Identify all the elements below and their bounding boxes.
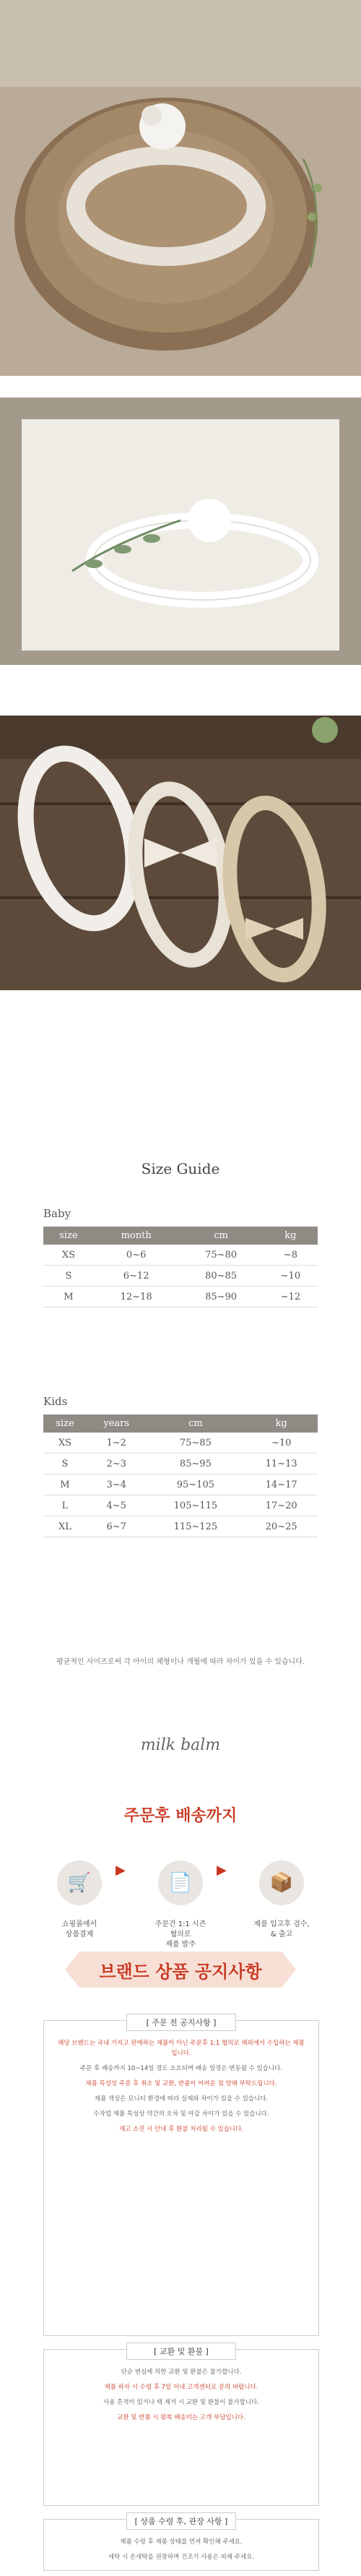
table-cell: S xyxy=(43,1266,94,1287)
table-cell: 1~2 xyxy=(87,1433,147,1454)
order-step-label: 주문건 1:1 시즌협의로 제품 발주 xyxy=(155,1920,206,1949)
kids-size-table xyxy=(43,1414,318,1537)
column-header: years xyxy=(87,1414,147,1433)
table-cell: ~10 xyxy=(264,1266,318,1287)
notice-line: 제품 특성상 주문 후 취소 및 교환, 반품이 어려운 점 양해 부탁드립니다. xyxy=(85,2080,277,2087)
cart-icon: 🛒 xyxy=(57,1860,102,1905)
table-cell: 12~18 xyxy=(94,1287,178,1308)
table-cell: ~8 xyxy=(264,1245,318,1266)
exchange-refund-box xyxy=(43,2349,319,2506)
table-cell: L xyxy=(43,1495,87,1516)
notice-line: 제품 수령 후 제품 상태를 먼저 확인해 주세요. xyxy=(120,2538,243,2546)
table-row xyxy=(43,1287,318,1308)
table-cell: XL xyxy=(43,1516,87,1537)
table-cell: 2~3 xyxy=(87,1454,147,1474)
table-row xyxy=(43,1266,318,1287)
table-cell: XS xyxy=(43,1433,87,1454)
column-header: cm xyxy=(146,1414,245,1433)
table-cell: S xyxy=(43,1454,87,1474)
product-photo-2-image xyxy=(0,398,361,665)
table-cell: 11~13 xyxy=(245,1454,318,1474)
after-receipt-header: [ 상품 수령 후, 관장 사항 ] xyxy=(126,2512,236,2530)
table-cell: 75~85 xyxy=(146,1433,245,1454)
order-step-3 xyxy=(253,1850,310,1950)
arrow-right-icon: ▶ xyxy=(217,1863,227,1878)
table-cell: 6~7 xyxy=(87,1516,147,1537)
column-header: size xyxy=(43,1227,94,1245)
table-row xyxy=(43,1516,318,1537)
brand-logo: milk balm xyxy=(140,1736,221,1754)
kids-section-label: Kids xyxy=(43,1395,68,1408)
table-cell: ~10 xyxy=(245,1433,318,1454)
product-photo-1-image xyxy=(0,0,361,376)
table-cell: 85~90 xyxy=(178,1287,263,1308)
banner-left-cut xyxy=(65,1952,79,1988)
table-cell: 20~25 xyxy=(245,1516,318,1537)
banner-right-cut xyxy=(282,1952,296,1988)
table-row xyxy=(43,1245,318,1266)
notice-line: 해당 브랜드는 국내 가지고 판매하는 제품이 아닌 주문후 1:1 협의로 해외에서 수입하는 제품입니다. xyxy=(58,2040,305,2057)
table-cell: 95~105 xyxy=(146,1474,245,1495)
table-header-row xyxy=(43,1414,318,1433)
table-cell: 0~6 xyxy=(94,1245,178,1266)
table-row xyxy=(43,1495,318,1516)
table-cell: 115~125 xyxy=(146,1516,245,1537)
box-icon: 📦 xyxy=(259,1860,304,1905)
table-row xyxy=(43,1454,318,1474)
column-header: size xyxy=(43,1414,87,1433)
notice-line: 수작업 제품 특성상 약간의 오차 및 마감 차이가 있을 수 있습니다. xyxy=(93,2111,269,2118)
table-cell: 3~4 xyxy=(87,1474,147,1495)
table-row xyxy=(43,1433,318,1454)
column-header: month xyxy=(94,1227,178,1245)
table-cell: 14~17 xyxy=(245,1474,318,1495)
column-header: cm xyxy=(178,1227,263,1245)
table-cell: XS xyxy=(43,1245,94,1266)
table-cell: M xyxy=(43,1474,87,1495)
notice-line: 세탁 시 손세탁을 권장하며 건조기 사용은 피해 주세요. xyxy=(108,2554,255,2561)
table-header-row xyxy=(43,1227,318,1245)
table-cell: 80~85 xyxy=(178,1266,263,1287)
pre-order-notice-lines xyxy=(44,2031,318,2147)
product-photo-3 xyxy=(0,716,361,990)
product-photo-1 xyxy=(0,0,361,376)
product-photo-3-image xyxy=(0,716,361,990)
exchange-refund-header: [ 교환 및 환불 ] xyxy=(126,2343,236,2360)
order-step-1 xyxy=(51,1850,108,1950)
notice-line: 사용 흔적이 있거나 택 제거 시 교환 및 환불이 불가합니다. xyxy=(103,2399,259,2406)
notice-line: 주문 후 배송까지 10~14일 정도 소요되며 배송 일정은 변동될 수 있습니다. xyxy=(79,2065,283,2072)
notice-line: 재고 소진 시 안내 후 환불 처리될 수 있습니다. xyxy=(118,2126,244,2133)
table-cell: ~12 xyxy=(264,1287,318,1308)
order-step-label: 제품 입고후 검수, & 출고 xyxy=(253,1920,310,1939)
table-cell: 17~20 xyxy=(245,1495,318,1516)
size-note: 평균적인 사이즈로써 각 아이의 체형이나 개월에 따라 차이가 있을 수 있습니다. xyxy=(56,1658,305,1666)
brand-notice-title: 브랜드 상품 공지사항 xyxy=(99,1961,262,1982)
table-cell: 6~12 xyxy=(94,1266,178,1287)
order-step-2 xyxy=(152,1850,209,1960)
document-icon: 📄 xyxy=(158,1860,203,1905)
pre-order-notice-header: [ 주문 전 공지사항 ] xyxy=(126,2014,236,2031)
baby-section-label: Baby xyxy=(43,1207,71,1220)
arrow-right-icon: ▶ xyxy=(116,1863,126,1878)
exchange-refund-lines xyxy=(44,2360,318,2435)
column-header: kg xyxy=(245,1414,318,1433)
order-flow-title: 주문후 배송까지 xyxy=(123,1807,238,1825)
notice-line: 단순 변심에 의한 교환 및 환불은 불가합니다. xyxy=(121,2369,242,2376)
size-guide-title: Size Guide xyxy=(141,1160,220,1177)
after-receipt-box xyxy=(43,2519,319,2571)
table-cell: 85~95 xyxy=(146,1454,245,1474)
table-cell: M xyxy=(43,1287,94,1308)
product-photo-2 xyxy=(0,398,361,665)
baby-size-table xyxy=(43,1227,318,1308)
order-step-label: 쇼핑몰에서 상품결제 xyxy=(61,1920,97,1939)
table-cell: 105~115 xyxy=(146,1495,245,1516)
table-cell: 75~80 xyxy=(178,1245,263,1266)
column-header: kg xyxy=(264,1227,318,1245)
pre-order-notice-box xyxy=(43,2020,319,2336)
table-cell: 4~5 xyxy=(87,1495,147,1516)
table-row xyxy=(43,1474,318,1495)
notice-line: 교환 및 반품 시 왕복 배송비는 고객 부담입니다. xyxy=(117,2414,245,2421)
notice-line: 제품 하자 시 수령 후 7일 이내 고객센터로 문의 바랍니다. xyxy=(104,2384,258,2391)
notice-line: 제품 색상은 모니터 환경에 따라 실제와 차이가 있을 수 있습니다. xyxy=(94,2095,269,2103)
after-receipt-lines xyxy=(44,2530,318,2575)
brand-notice-banner xyxy=(79,1952,282,1988)
